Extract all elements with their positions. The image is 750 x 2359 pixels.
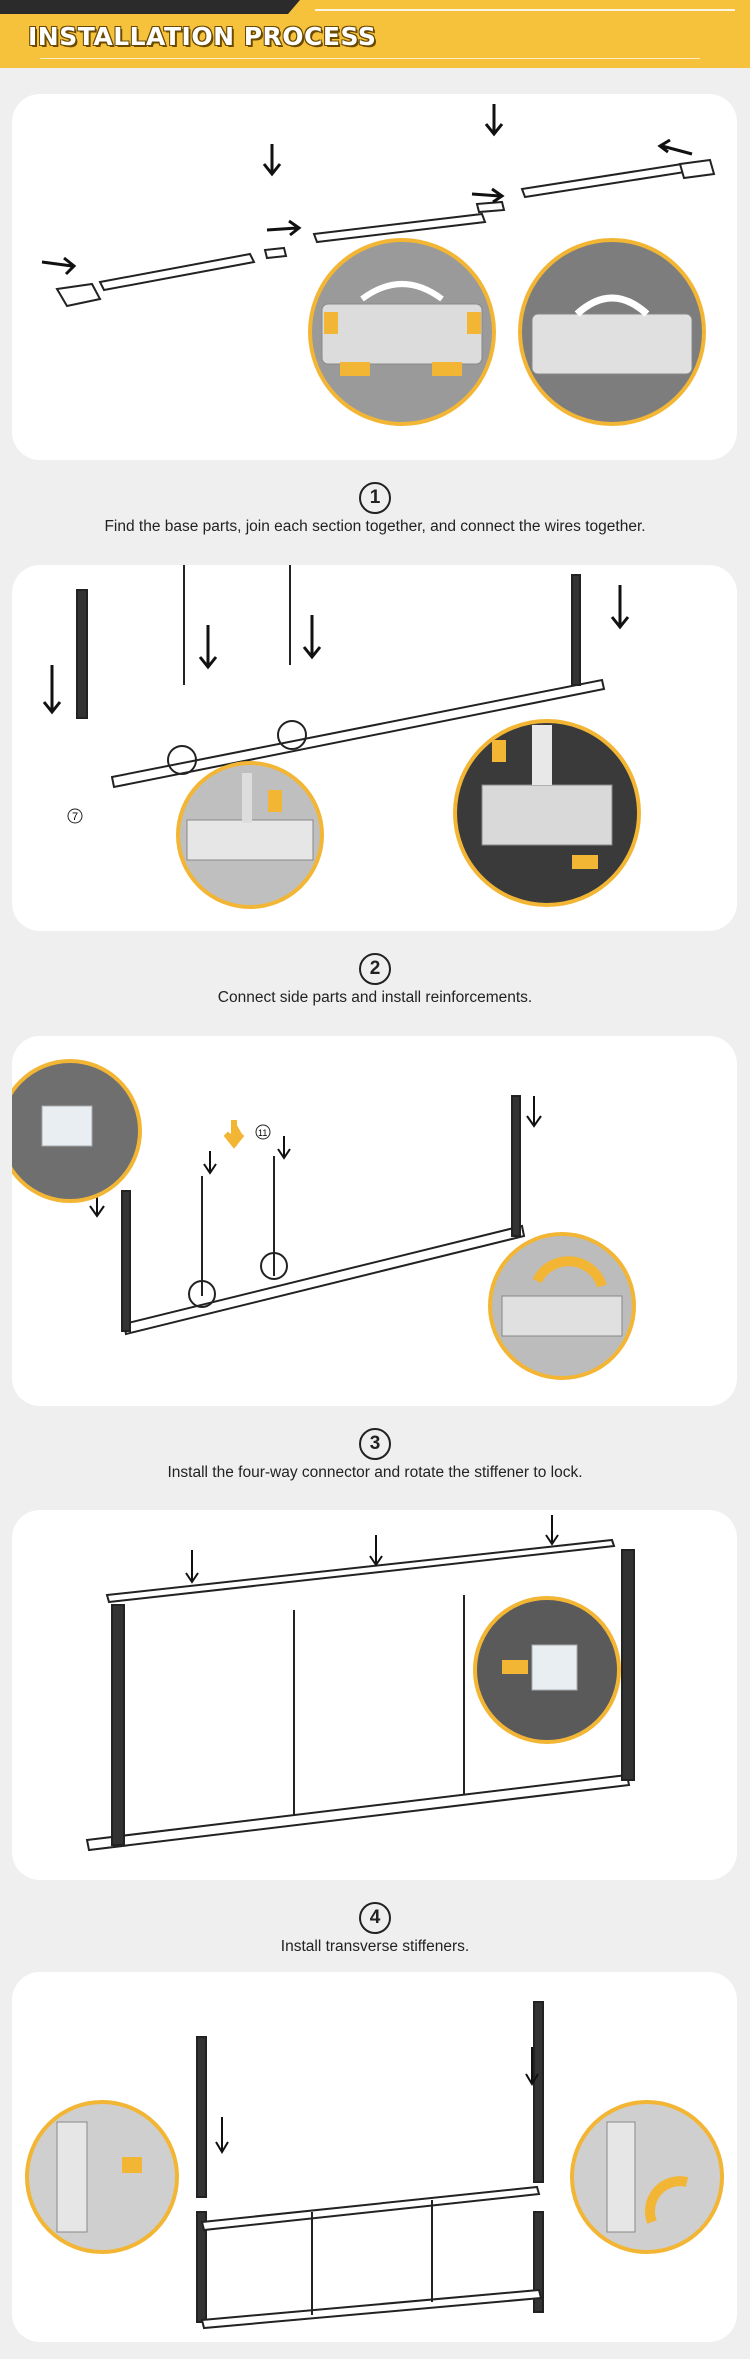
- step-4-diagram: [12, 1510, 737, 1880]
- joint-piece-1: [265, 248, 286, 258]
- down-arrow-icon: [204, 1151, 216, 1173]
- step-caption: Install transverse stiffeners.: [280, 1938, 470, 1955]
- step-2: [0, 953, 750, 1007]
- header-tab-shape: [0, 0, 300, 14]
- down-arrow-icon: [527, 1096, 541, 1126]
- side-insert-photo: [455, 721, 639, 905]
- down-arrow-icon: [486, 104, 502, 134]
- part-label-7: 7: [72, 811, 79, 823]
- step-caption: Connect side parts and install reinforcements.: [217, 989, 533, 1006]
- step-number: 4: [359, 1902, 391, 1934]
- step-4-illustration-card: [12, 1510, 737, 1880]
- down-arrow-icon: [546, 1515, 558, 1544]
- header-underline: [40, 58, 700, 59]
- step-number: 3: [359, 1428, 391, 1460]
- down-arrow-icon: [612, 585, 628, 627]
- base-foot-right: [680, 160, 714, 178]
- step-1-diagram: [12, 94, 737, 460]
- step-1-illustration-card: [12, 94, 737, 460]
- step-3-illustration-card: [12, 1036, 737, 1406]
- step-4: [0, 1902, 750, 1956]
- step-3-diagram: [12, 1036, 737, 1406]
- stiffener-rotate-photo: [490, 1234, 634, 1378]
- step-caption: Find the base parts, join each section together, and connect the wires together.: [104, 518, 646, 535]
- down-arrow-icon: [467, 312, 481, 334]
- transverse-stiffener: [107, 1540, 614, 1602]
- down-arrow-icon: [324, 312, 338, 334]
- step-number: 2: [359, 953, 391, 985]
- side-upright-right: [622, 1550, 634, 1780]
- side-upright-left: [122, 1191, 130, 1331]
- header-banner: [0, 0, 750, 68]
- step-caption: Install the four-way connector and rotate the stiffener to lock.: [167, 1464, 583, 1481]
- upper-upright-left: [197, 2037, 206, 2197]
- step-2-illustration-card: [12, 565, 737, 931]
- left-arrow-icon: [432, 362, 462, 376]
- side-upright-left: [77, 590, 87, 718]
- right-arrow-icon: [502, 1660, 528, 1674]
- side-upright-right: [572, 575, 580, 685]
- page-title: INSTALLATION PROCESS: [28, 22, 377, 51]
- header-divider: [315, 9, 735, 11]
- step-5-diagram: [12, 1972, 737, 2342]
- side-lock-photo: [572, 2102, 722, 2252]
- connector-insert-photo: [475, 1598, 619, 1742]
- down-arrow-icon: [200, 625, 216, 667]
- rod-insert-photo: [178, 763, 322, 907]
- transverse-stiffener: [202, 2187, 539, 2230]
- step-3: [0, 1428, 750, 1482]
- right-arrow-icon: [267, 221, 299, 235]
- side-upright-right: [512, 1096, 520, 1236]
- base-rail: [87, 1775, 629, 1850]
- wire-joined-photo: [520, 240, 704, 424]
- down-arrow-icon: [278, 1136, 290, 1158]
- right-arrow-icon: [472, 189, 502, 202]
- part-label-11: 11: [258, 1128, 268, 1138]
- down-arrow-icon: [268, 790, 282, 812]
- down-arrow-icon: [226, 1120, 242, 1144]
- base-segment-3: [522, 164, 685, 197]
- connector-hand-photo: [12, 1061, 140, 1201]
- step-1: [0, 482, 750, 536]
- down-arrow-icon: [216, 2117, 228, 2152]
- wire-connect-photo: [310, 240, 494, 424]
- down-arrow-icon: [304, 615, 320, 657]
- side-upright-left: [112, 1605, 124, 1845]
- step-2-diagram: [12, 565, 737, 931]
- down-arrow-icon: [264, 144, 280, 174]
- right-arrow-icon: [340, 362, 370, 376]
- step-5-illustration-card: [12, 1972, 737, 2342]
- left-arrow-icon: [122, 2157, 142, 2173]
- down-arrow-icon: [492, 740, 506, 762]
- left-arrow-icon: [660, 140, 692, 154]
- side-cable-photo: [27, 2102, 177, 2252]
- right-arrow-icon: [42, 258, 74, 274]
- upper-upright-right: [534, 2002, 543, 2182]
- joint-piece-2: [477, 202, 504, 212]
- base-segment-2: [314, 214, 485, 242]
- down-arrow-icon: [370, 1535, 382, 1565]
- base-rail: [124, 1226, 524, 1334]
- down-arrow-icon: [186, 1550, 198, 1582]
- down-arrow-icon: [44, 665, 60, 712]
- base-foot-left: [57, 284, 100, 306]
- left-arrow-icon: [572, 855, 598, 869]
- base-segment-1: [100, 254, 254, 290]
- base-rail: [202, 2290, 541, 2328]
- step-number: 1: [359, 482, 391, 514]
